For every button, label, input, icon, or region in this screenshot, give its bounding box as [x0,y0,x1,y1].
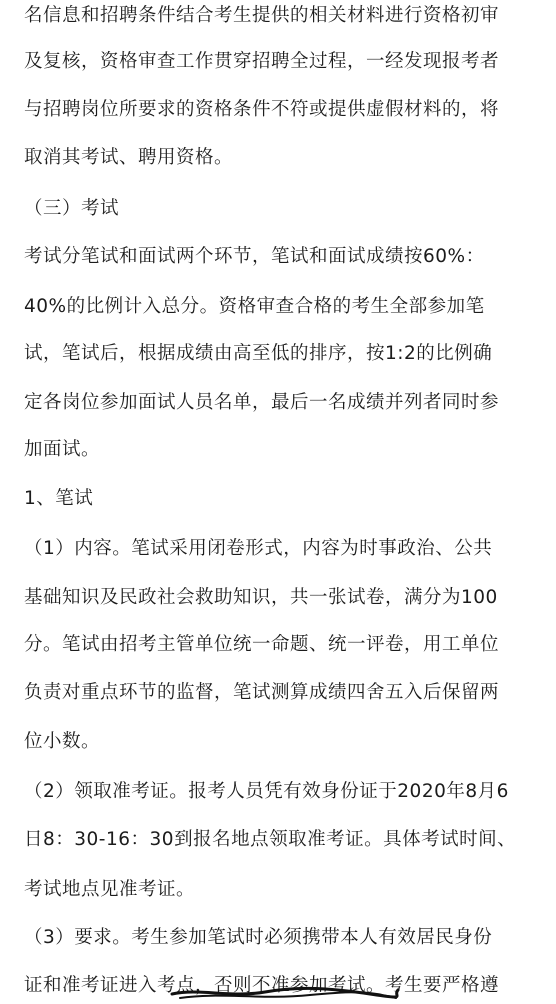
text-line: 分。笔试由招考主管单位统一命题、统一评卷，用工单位 [24,634,500,655]
pen-scribble-mark [170,980,400,1004]
section-heading: 1、笔试 [24,488,94,509]
text-line: 加面试。 [24,439,101,460]
text-line: 与招聘岗位所要求的资格条件不符或提供虚假材料的，将 [24,99,500,120]
text-line: 负责对重点环节的监督，笔试测算成绩四舍五入后保留两 [24,682,500,703]
text-line: （1）内容。笔试采用闭卷形式，内容为时事政治、公共 [24,538,493,559]
text-line: 及复核，资格审查工作贯穿招聘全过程，一经发现报考者 [24,51,500,72]
text-line: 日8：30-16：30到报名地点领取准考证。具体考试时间、 [24,829,517,850]
text-line: 位小数。 [24,731,101,752]
text-line: 定各岗位参加面试人员名单，最后一名成绩并列者同时参 [24,392,500,413]
text-line: 试，笔试后，根据成绩由高至低的排序，按1:2的比例确 [24,343,493,364]
text-line: 名信息和招聘条件结合考生提供的相关材料进行资格初审 [24,5,500,26]
text-line: 考试地点见准考证。 [24,879,196,900]
text-line: 证和准考证进入考点，否则不准参加考试。考生要严格遵 [24,975,500,996]
text-line: 40%的比例计入总分。资格审查合格的考生全部参加笔 [24,296,485,317]
text-line: 基础知识及民政社会救助知识，共一张试卷，满分为100 [24,587,498,608]
text-line: 取消其考试、聘用资格。 [24,147,234,168]
text-line: 考试分笔试和面试两个环节，笔试和面试成绩按60%： [24,246,485,267]
text-line: （2）领取准考证。报考人员凭有效身份证于2020年8月6 [24,781,509,802]
section-heading: （三）考试 [24,198,120,219]
text-line: （3）要求。考生参加笔试时必须携带本人有效居民身份 [24,927,493,948]
